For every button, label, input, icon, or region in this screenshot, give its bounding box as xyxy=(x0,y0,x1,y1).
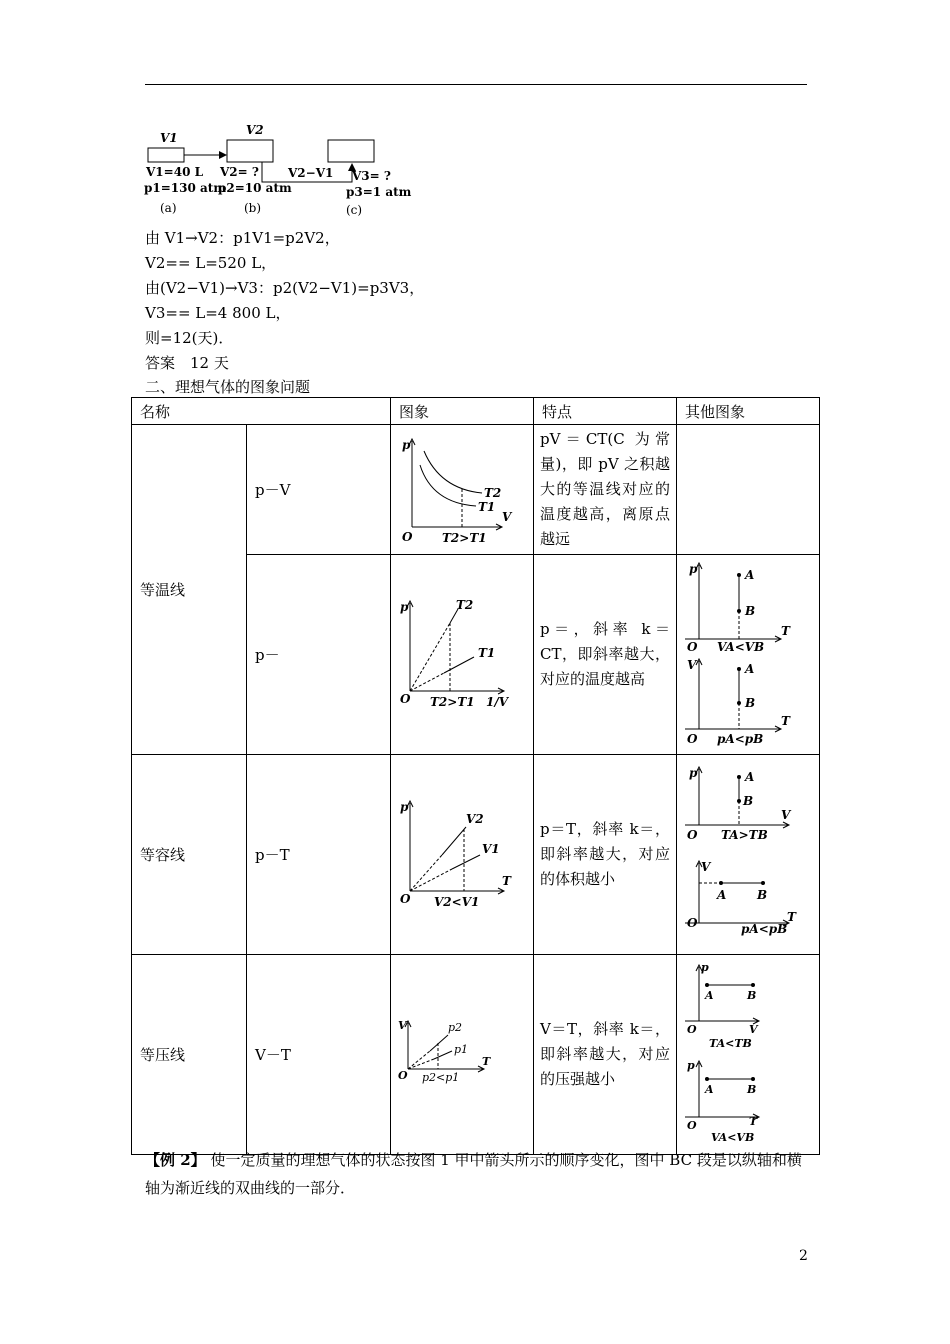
isochore-name: 等容线 xyxy=(132,755,247,955)
isotherm-name: 等温线 xyxy=(132,425,247,755)
table-header-row xyxy=(132,398,820,425)
svg-text:T2>T1: T2>T1 xyxy=(442,530,487,545)
svg-text:1/V: 1/V xyxy=(486,694,509,709)
svg-text:O: O xyxy=(398,1068,408,1082)
header-graph: 图象 xyxy=(391,398,534,425)
isobar-name: 等压线 xyxy=(132,955,247,1155)
svg-text:T2: T2 xyxy=(484,485,502,500)
svg-text:T: T xyxy=(781,713,790,728)
header-feature: 特点 xyxy=(534,398,677,425)
svg-text:O: O xyxy=(687,1118,697,1132)
svg-text:O: O xyxy=(687,731,698,746)
svg-text:pA<pB: pA<pB xyxy=(741,921,788,936)
svg-text:A: A xyxy=(745,567,755,582)
isotherm-pv-other xyxy=(677,425,820,555)
example-text: 使一定质量的理想气体的状态按图 1 甲中箭头所示的顺序变化，图中 BC 段是以纵轴和横轴为渐近线的双曲线的一部分． xyxy=(145,1151,802,1197)
isochore-label: p－T xyxy=(247,755,391,955)
header-rule xyxy=(145,84,807,85)
isotherm-other-graphs xyxy=(677,555,820,755)
container-c xyxy=(328,140,374,162)
svg-text:p: p xyxy=(701,960,709,974)
svg-text:A: A xyxy=(705,988,714,1002)
svg-text:T: T xyxy=(749,1114,758,1128)
svg-text:B: B xyxy=(747,1082,757,1096)
p-t-isochore-graph xyxy=(392,793,532,913)
svg-text:O: O xyxy=(687,827,698,842)
svg-text:p: p xyxy=(689,765,698,780)
page-number: 2 xyxy=(799,1248,808,1264)
v-t-isobar-graph xyxy=(392,1013,532,1093)
svg-text:A: A xyxy=(745,769,755,784)
svg-text:V2: V2 xyxy=(466,811,484,826)
pv-graph-cell xyxy=(391,425,534,555)
svg-text:O: O xyxy=(687,639,698,654)
svg-text:V: V xyxy=(687,657,697,672)
vt-graph-cell xyxy=(391,955,534,1155)
svg-text:T1: T1 xyxy=(478,645,496,660)
isotherm-v-t-graph xyxy=(677,655,817,751)
isotherm-pv-label: p－V xyxy=(247,425,391,555)
svg-text:B: B xyxy=(743,793,754,808)
fig-b-line1: V2= ? xyxy=(220,165,259,179)
svg-text:TA<TB: TA<TB xyxy=(709,1036,752,1050)
svg-text:V: V xyxy=(502,509,512,524)
svg-text:T: T xyxy=(502,873,511,888)
svg-text:V: V xyxy=(701,859,711,874)
isobar-other-graphs xyxy=(677,955,820,1155)
p-inverse-v-graph xyxy=(392,593,532,713)
svg-text:T: T xyxy=(781,623,790,638)
isobar-p-t-graph xyxy=(677,1055,817,1151)
svg-text:O: O xyxy=(687,1022,697,1036)
isotherm-pinv-feature: p＝，斜率 k＝CT，即斜率越大，对应的温度越高 xyxy=(534,555,677,755)
svg-text:p: p xyxy=(687,1058,695,1072)
isobar-p-v-graph xyxy=(677,959,817,1055)
table-row xyxy=(132,425,820,555)
svg-text:B: B xyxy=(757,887,768,902)
svg-text:p: p xyxy=(689,561,698,576)
svg-text:T: T xyxy=(787,909,796,924)
svg-text:VA<VB: VA<VB xyxy=(717,639,765,654)
example-paragraph xyxy=(145,1146,810,1202)
svg-text:T2>T1: T2>T1 xyxy=(430,694,475,709)
svg-text:pA<pB: pA<pB xyxy=(717,731,764,746)
example-label: 【例 2】 xyxy=(145,1151,206,1169)
header-name: 名称 xyxy=(132,398,391,425)
isobar-feature: V＝T，斜率 k＝，即斜率越大，对应的压强越小 xyxy=(534,955,677,1155)
calc-line-3: 由(V2−V1)→V3：p2(V2−V1)=p3V3， xyxy=(145,279,425,297)
fig-a-line1: V1=40 L xyxy=(146,165,204,179)
calc-line-4: V3== L=4 800 L， xyxy=(145,304,291,322)
fig-b-name: V2 xyxy=(246,123,264,137)
svg-text:V1: V1 xyxy=(482,841,500,856)
svg-text:T1: T1 xyxy=(478,499,496,514)
fig-arrow-label: V2−V1 xyxy=(288,166,334,180)
fig-b-line2: p2=10 atm xyxy=(218,181,292,195)
fig-c-line2: p3=1 atm xyxy=(346,185,412,199)
svg-text:p2<p1: p2<p1 xyxy=(422,1070,460,1084)
svg-text:p: p xyxy=(400,799,409,814)
svg-text:B: B xyxy=(745,603,756,618)
svg-text:V: V xyxy=(781,807,791,822)
svg-text:p2: p2 xyxy=(448,1020,463,1034)
container-b xyxy=(227,140,273,162)
fig-a-caption: (a) xyxy=(160,201,177,215)
table-row xyxy=(132,755,820,955)
ideal-gas-graph-table xyxy=(131,397,820,1155)
isobar-label: V－T xyxy=(247,955,391,1155)
calc-line-5: 则=12(天)． xyxy=(145,329,234,347)
calc-line-2: V2== L=520 L， xyxy=(145,254,277,272)
table-row xyxy=(132,955,820,1155)
pinv-graph-cell xyxy=(391,555,534,755)
svg-text:O: O xyxy=(400,691,411,706)
isotherm-pv-feature: pV＝CT(C 为常量)，即 pV 之积越大的等温线对应的温度越高，离原点越远 xyxy=(534,425,677,555)
svg-text:A: A xyxy=(717,887,727,902)
section-heading: 二、理想气体的图象问题 xyxy=(145,378,311,396)
svg-text:A: A xyxy=(705,1082,714,1096)
pv-isotherm-graph xyxy=(392,429,532,547)
calc-line-1: 由 V1→V2：p1V1=p2V2， xyxy=(145,229,340,247)
svg-text:B: B xyxy=(747,988,757,1002)
pt-graph-cell xyxy=(391,755,534,955)
svg-text:p1: p1 xyxy=(454,1042,469,1056)
svg-text:TA>TB: TA>TB xyxy=(721,827,768,842)
svg-text:V: V xyxy=(398,1018,407,1032)
fig-c-line1: V3= ? xyxy=(352,169,391,183)
answer-line: 答案 12 天 xyxy=(145,354,229,372)
svg-text:O: O xyxy=(687,915,698,930)
isochore-feature: p＝T，斜率 k＝，即斜率越大，对应的体积越小 xyxy=(534,755,677,955)
fig-a-line2: p1=130 atm xyxy=(144,181,227,195)
fig-a-name: V1 xyxy=(160,131,178,145)
gas-transfer-figure xyxy=(140,120,420,220)
svg-text:p: p xyxy=(402,437,411,452)
svg-text:V2<V1: V2<V1 xyxy=(434,894,480,909)
svg-text:p: p xyxy=(400,599,409,614)
svg-text:O: O xyxy=(402,529,413,544)
svg-text:B: B xyxy=(745,695,756,710)
svg-text:A: A xyxy=(745,661,755,676)
container-a xyxy=(148,148,184,162)
svg-text:V: V xyxy=(749,1022,758,1036)
isotherm-p-t-graph xyxy=(677,559,817,655)
isochore-p-v-graph xyxy=(677,763,817,853)
svg-text:T2: T2 xyxy=(456,597,474,612)
isochore-v-t-graph xyxy=(677,853,817,947)
header-other: 其他图象 xyxy=(677,398,820,425)
fig-c-caption: (c) xyxy=(346,203,363,217)
svg-text:VA<VB: VA<VB xyxy=(711,1130,755,1144)
isochore-other-graphs xyxy=(677,755,820,955)
fig-b-caption: (b) xyxy=(244,201,262,215)
svg-text:O: O xyxy=(400,891,411,906)
svg-text:T: T xyxy=(482,1054,491,1068)
isotherm-pinv-label: p－ xyxy=(247,555,391,755)
